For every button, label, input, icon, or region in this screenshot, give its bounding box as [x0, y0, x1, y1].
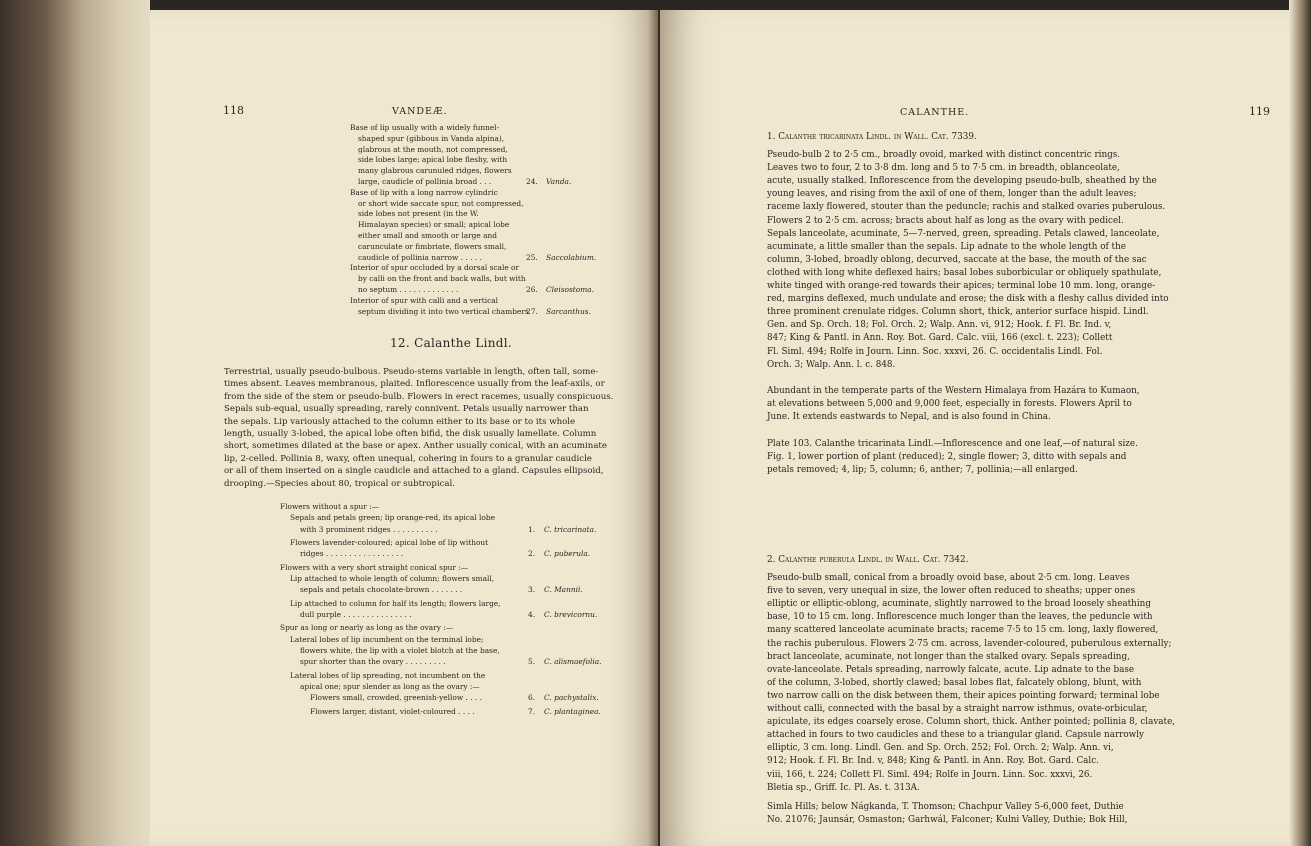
description-line: from the side of the stem or pseudo-bulb. Flowers in erect racemes, usually conspicuous. — [224, 391, 614, 402]
species-key-line: sepals and petals chocolate-brown . . . . . . . — [300, 585, 463, 595]
description-line: three prominent crenulate ridges. Column short, thick, anterior surface hispid. Lindl. — [767, 307, 1149, 318]
description-line: many scattered lanceolate acuminate bracts; raceme 7·5 to 15 cm. long, laxly flowered, — [767, 625, 1159, 636]
description-line: clothed with long white deflexed hairs; basal lobes suborbicular or obliquely spathulate, — [767, 267, 1162, 278]
species-key-number: 7. — [528, 706, 536, 716]
species-key-line: Lip attached to column for half its length; flowers large, — [290, 598, 501, 608]
key-line: Base of lip usually with a widely funnel- — [350, 123, 500, 132]
description-line: Pseudo-bulb small, conical from a broadly ovoid base, about 2·5 cm. long. Leaves — [767, 573, 1130, 583]
species-key-line: spur shorter than the ovary . . . . . . . . . — [300, 657, 446, 667]
description-line: column, 3-lobed, broadly oblong, decurved, saccate at the base, the mouth of the sac — [767, 254, 1147, 265]
key-line: Himalayan species) or small; apical lobe — [358, 220, 510, 230]
species-key-number: 5. — [528, 657, 536, 667]
description-line: acuminate, a little smaller than the sepals. Lip adnate to the whole length of the — [767, 241, 1126, 252]
description-line: of the column, 3-lobed, shortly clawed; basal lobes flat, falcately oblong, blunt, with — [767, 677, 1142, 688]
species-title-2: 2. Calanthe puberula Lindl. in Wall. Cat. 7342. — [767, 555, 969, 565]
species-key-line: flowers white, the lip with a violet blotch at the base, — [300, 646, 500, 655]
key-line: by calli on the front and back walls, but with — [358, 274, 526, 284]
species-key-line: Lateral lobes of lip spreading, not incumbent on the — [290, 670, 486, 680]
description-line: ovate-lanceolate. Petals spreading, narrowly falcate, acute. Lip adnate to the base — [767, 664, 1135, 675]
description-line: the rachis puberulous. Flowers 2·75 cm. across, lavender-coloured, puberulous externally; — [767, 638, 1172, 649]
description-line: young leaves, and rising from the axil of one of them, longer than the adult leaves; — [767, 189, 1137, 200]
species-key-name: C. Mannii. — [544, 585, 583, 595]
key-line: Interior of spur with calli and a vertical — [350, 295, 499, 305]
key-line: large, caudicle of pollinia broad . . . — [358, 177, 492, 186]
running-head: VANDEÆ. — [392, 106, 448, 117]
page-number: 119 — [1249, 105, 1270, 118]
description-line: Orch. 3; Walp. Ann. l. c. 848. — [767, 359, 896, 370]
species-key-line: Spur as long or nearly as long as the ovary :— — [280, 623, 454, 633]
species-key-line: apical one; spur slender as long as the ovary :— — [300, 682, 480, 691]
species-key-line: Sepals and petals green; lip orange-red, its apical lobe — [290, 513, 495, 523]
key-line: glabrous at the mouth, not compressed, — [358, 144, 508, 154]
description-line: times absent. Leaves membranous, plaited. Inflorescence usually from the leaf-axils, or — [224, 379, 605, 390]
species-key-line: ridges . . . . . . . . . . . . . . . . . — [300, 549, 404, 559]
species-key-number: 3. — [528, 585, 536, 595]
species-key-name: C. brevicornu. — [544, 610, 598, 619]
description-line: elliptic, 3 cm. long. Lindl. Gen. and Sp. Orch. 252; Fol. Orch. 2; Walp. Ann. vi, — [767, 743, 1114, 754]
species-key-number: 4. — [528, 610, 536, 619]
key-genus: Saccolabium. — [546, 252, 597, 262]
key-line: caudicle of pollinia narrow . . . . . — [358, 252, 482, 262]
species-key-name: C. plantaginea. — [544, 706, 601, 716]
key-number: 27. — [526, 306, 538, 316]
key-line: carunculate or fimbriate, flowers small, — [358, 241, 507, 251]
key-line: Base of lip with a long narrow cylindric — [350, 187, 498, 197]
running-head: CALANTHE. — [900, 107, 970, 118]
species-key-number: 1. — [528, 524, 536, 534]
key-line: many glabrous carunuled ridges, flowers — [358, 166, 512, 176]
description-line: Sepals sub-equal, usually spreading, rarely connivent. Petals usually narrower than — [224, 404, 589, 415]
description-line: drooping.—Species about 80, tropical or subtropical. — [224, 478, 456, 489]
description-line: Pseudo-bulb 2 to 2·5 cm., broadly ovoid, marked with distinct concentric rings. — [767, 150, 1121, 160]
description-line: Bletia sp., Griff. Ic. Pl. As. t. 313A. — [767, 782, 920, 793]
plate-line: petals removed; 4, lip; 5, column; 6, anther; 7, pollinia;—all enlarged. — [767, 465, 1078, 476]
key-line: Interior of spur occluded by a dorsal scale or — [350, 263, 520, 273]
key-line: or short wide saccate spur, not compressed, — [358, 198, 524, 208]
description-line: without calli, connected with the basal by a straight narrow isthmus, ovate-orbicular, — [767, 704, 1148, 714]
description-line: bract lanceolate, acuminate, not longer than the stalked ovary. Sepals spreading, — [767, 651, 1130, 662]
description-line: or all of them inserted on a single caudicle and attached to a gland. Capsules ellipsoid, — [224, 466, 604, 477]
description-line: white tinged with orange-red towards their apices; terminal lobe 10 mm. long, orange- — [767, 281, 1156, 291]
species-key-line: Lip attached to whole length of column; flowers small, — [290, 574, 495, 583]
page-stack-right — [1289, 0, 1311, 846]
description-line: base, 10 to 15 cm. long. Inflorescence much longer than the leaves, the peduncle with — [767, 612, 1153, 623]
key-line: side lobes large; apical lobe fleshy, with — [358, 155, 508, 165]
description-line: acute, usually stalked. Inflorescence from the developing pseudo-bulb, sheathed by the — [767, 176, 1157, 187]
description-line: attached in fours to two caudicles and these to a triangular gland. Capsule narrowly — [767, 730, 1144, 741]
species-key-name: C. tricarinata. — [544, 524, 597, 534]
description-line: 912; Hook. f. Fl. Br. Ind. v, 848; King & Pantl. in Ann. Roy. Bot. Gard. Calc. — [767, 756, 1099, 767]
species-key-name: C. puberula. — [544, 549, 591, 559]
description-line: red, margins deflexed, much undulate and erose; the disk with a fleshy callus divided into — [767, 294, 1169, 305]
description-line: elliptic or elliptic-oblong, acuminate, slightly narrowed to the broad loosely sheathing — [767, 599, 1151, 610]
description-line: short, sometimes dilated at the base or apex. Anther usually conical, with an acuminate — [224, 441, 607, 452]
species-key-line: Flowers without a spur :— — [280, 502, 380, 511]
distribution-line: No. 21076; Jaunsár, Osmaston; Garhwál, Falconer; Kulni Valley, Duthie; Bok Hill, — [767, 815, 1128, 826]
description-line: raceme laxly flowered, stouter than the peduncle; rachis and stalked ovaries puberulous. — [767, 202, 1166, 213]
species-key-line: Lateral lobes of lip incumbent on the terminal lobe; — [290, 634, 484, 644]
plate-line: Plate 103. Calanthe tricarinata Lindl.—Inflorescence and one leaf,—of natural size. — [767, 439, 1138, 449]
distribution-line: Abundant in the temperate parts of the Western Himalaya from Hazára to Kumaon, — [767, 386, 1140, 396]
species-key-name: C. pachystalix. — [544, 693, 599, 703]
key-genus: Vanda. — [546, 177, 572, 186]
species-key-line: dull purple . . . . . . . . . . . . . . . — [300, 610, 412, 619]
description-line: Fl. Siml. 494; Rolfe in Journ. Linn. Soc. xxxvi, 26. C. occidentalis Lindl. Fol. — [767, 346, 1103, 357]
page-number: 118 — [223, 104, 244, 117]
left-page — [150, 10, 658, 846]
description-line: Leaves two to four, 2 to 3·8 dm. long and 5 to 7·5 cm. in breadth, oblanceolate, — [767, 163, 1120, 174]
page-stack-left — [0, 0, 150, 846]
species-key-line: Flowers larger, distant, violet-coloured . . . . — [310, 706, 475, 716]
distribution-line: June. It extends eastwards to Nepal, and is also found in China. — [767, 412, 1051, 423]
species-key-name: C. alismaefolia. — [544, 657, 602, 667]
key-genus: Sarcanthus. — [546, 306, 591, 316]
species-key-line: Flowers with a very short straight conical spur :— — [280, 562, 469, 572]
description-line: 847; King & Pantl. in Ann. Roy. Bot. Gard. Calc. viii, 166 (excl. t. 223); Collett — [767, 333, 1113, 344]
key-number: 26. — [526, 285, 538, 294]
species-key-number: 6. — [528, 693, 536, 703]
species-key-line: Flowers lavender-coloured; apical lobe of lip without — [290, 538, 489, 547]
description-line: five to seven, very unequal in size, the lower often reduced to sheaths; upper ones — [767, 586, 1136, 597]
description-line: apiculate, its edges coarsely erose. Column short, thick. Anther pointed; pollinia 8, clavate, — [767, 717, 1176, 728]
key-line: shaped spur (gibbous in Vanda alpina), — [358, 133, 505, 143]
key-line: either small and smooth or large and — [358, 231, 498, 240]
species-key-line: Flowers small, crowded, greenish-yellow . . . . — [310, 693, 482, 703]
description-line: lip, 2-celled. Pollinia 8, waxy, often unequal, cohering in fours to a granular caudicle — [224, 453, 592, 464]
right-page — [660, 10, 1289, 846]
genus-heading: 12. Calanthe Lindl. — [390, 336, 512, 350]
key-line: no septum . . . . . . . . . . . . . — [358, 285, 459, 294]
description-line: Flowers 2 to 2·5 cm. across; bracts about half as long as the ovary with pedicel. — [767, 215, 1124, 226]
plate-line: Fig. 1, lower portion of plant (reduced); 2, single flower; 3, ditto with sepals and — [767, 452, 1127, 463]
species-title-1: 1. Calanthe tricarinata Lindl. in Wall. Cat. 7339. — [767, 132, 977, 142]
key-number: 25. — [526, 252, 538, 262]
species-key-number: 2. — [528, 549, 536, 559]
description-line: viii, 166, t. 224; Collett Fl. Siml. 494; Rolfe in Journ. Linn. Soc. xxxvi, 26. — [767, 769, 1093, 780]
description-line: Sepals lanceolate, acuminate, 5—7-nerved, green, spreading. Petals clawed, lanceolate, — [767, 228, 1160, 239]
distribution-line: at elevations between 5,000 and 9,000 feet, especially in forests. Flowers April to — [767, 399, 1132, 410]
key-line: side lobes not present (in the W. — [358, 209, 479, 219]
key-genus: Cleisostoma. — [546, 285, 594, 294]
key-line: septum dividing it into two vertical chambers — [358, 306, 529, 316]
distribution-line: Simla Hills; below Nágkanda, T. Thomson; Chachpur Valley 5-6,000 feet, Duthie — [767, 802, 1124, 812]
description-line: two narrow calli on the disk between them, their apices pointing forward; terminal lobe — [767, 690, 1160, 701]
description-line: length, usually 3-lobed, the apical lobe often bifid, the disk usually lamellate. Column — [224, 429, 597, 439]
description-line: the sepals. Lip variously attached to the column either to its base or to its whole — [224, 416, 576, 427]
species-key-line: with 3 prominent ridges . . . . . . . . . . — [300, 524, 438, 534]
key-number: 24. — [526, 177, 538, 186]
description-line: Terrestrial, usually pseudo-bulbous. Pseudo-stems variable in length, often tall, some- — [224, 367, 599, 377]
description-line: Gen. and Sp. Orch. 18; Fol. Orch. 2; Walp. Ann. vi, 912; Hook. f. Fl. Br. Ind. v, — [767, 320, 1112, 331]
